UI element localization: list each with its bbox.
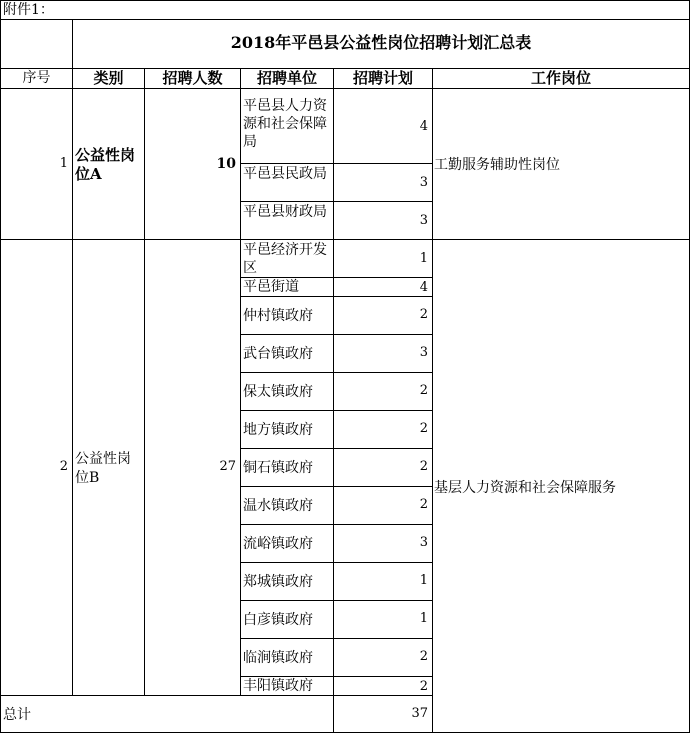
unit-plan: 3 <box>419 175 428 190</box>
unit-plan: 2 <box>419 649 428 664</box>
header-headcount: 招聘人数 <box>162 69 223 87</box>
grid-line <box>240 562 433 563</box>
grid-line <box>240 600 433 601</box>
group2-headcount: 27 <box>219 459 236 474</box>
grid-line <box>240 334 433 335</box>
unit-plan: 3 <box>419 345 428 360</box>
group1-headcount: 10 <box>216 156 236 172</box>
unit-name: 武台镇政府 <box>243 346 313 362</box>
grid-line <box>72 19 73 696</box>
group2-category: 公益性岗位B <box>75 451 131 486</box>
grid-line <box>432 68 433 733</box>
unit-plan: 1 <box>419 611 428 626</box>
unit-name: 地方镇政府 <box>243 422 313 438</box>
header-seq: 序号 <box>22 70 51 86</box>
grid-line <box>240 486 433 487</box>
unit-name: 铜石镇政府 <box>243 460 313 476</box>
grid-line <box>240 68 241 696</box>
grid-line <box>0 695 433 696</box>
unit-name: 温水镇政府 <box>243 498 313 514</box>
unit-name: 保太镇政府 <box>243 384 313 400</box>
header-unit: 招聘单位 <box>256 69 317 87</box>
grid-line <box>240 524 433 525</box>
unit-plan: 3 <box>419 535 428 550</box>
unit-name: 白彦镇政府 <box>243 612 313 628</box>
unit-plan: 1 <box>419 251 428 266</box>
unit-name: 仲村镇政府 <box>243 308 313 324</box>
group2-position: 基层人力资源和社会保障服务 <box>434 480 616 496</box>
grid-line <box>240 448 433 449</box>
grid-line <box>0 88 690 89</box>
grid-line <box>240 163 433 164</box>
grid-line <box>240 201 433 202</box>
grid-line <box>240 372 433 373</box>
header-position: 工作岗位 <box>530 69 591 87</box>
unit-name: 流峪镇政府 <box>243 536 313 552</box>
unit-name: 平邑县人力资源和社会保障局 <box>243 98 327 150</box>
header-plan: 招聘计划 <box>352 69 413 87</box>
unit-plan: 2 <box>419 421 428 436</box>
total-label: 总计 <box>3 707 31 723</box>
grid-line <box>240 638 433 639</box>
unit-name: 临涧镇政府 <box>243 650 313 666</box>
unit-name: 平邑经济开发区 <box>243 242 327 276</box>
group1-seq: 1 <box>59 156 68 171</box>
header-category: 类别 <box>93 69 124 87</box>
unit-name: 郑城镇政府 <box>243 574 313 590</box>
group2-seq: 2 <box>59 459 68 474</box>
group1-position: 工勤服务辅助性岗位 <box>434 157 560 173</box>
unit-name: 平邑县财政局 <box>243 204 327 220</box>
unit-plan: 2 <box>419 383 428 398</box>
grid-line <box>0 0 1 733</box>
unit-name: 平邑县民政局 <box>243 166 327 182</box>
unit-name: 丰阳镇政府 <box>243 678 313 694</box>
unit-plan: 2 <box>419 497 428 512</box>
unit-plan: 2 <box>419 679 428 694</box>
unit-name: 平邑街道 <box>243 279 299 295</box>
grid-line <box>240 410 433 411</box>
grid-line <box>0 239 690 240</box>
attachment-label: 附件1： <box>3 2 54 18</box>
page-title: 2018年平邑县公益性岗位招聘计划汇总表 <box>230 34 532 52</box>
unit-plan: 2 <box>419 459 428 474</box>
unit-plan: 4 <box>419 280 428 295</box>
grid-line <box>0 19 690 20</box>
total-value: 37 <box>411 706 428 721</box>
group1-category: 公益性岗位A <box>75 146 136 183</box>
unit-plan: 4 <box>419 119 428 134</box>
unit-plan: 3 <box>419 213 428 228</box>
unit-plan: 1 <box>419 573 428 588</box>
unit-plan: 2 <box>419 307 428 322</box>
